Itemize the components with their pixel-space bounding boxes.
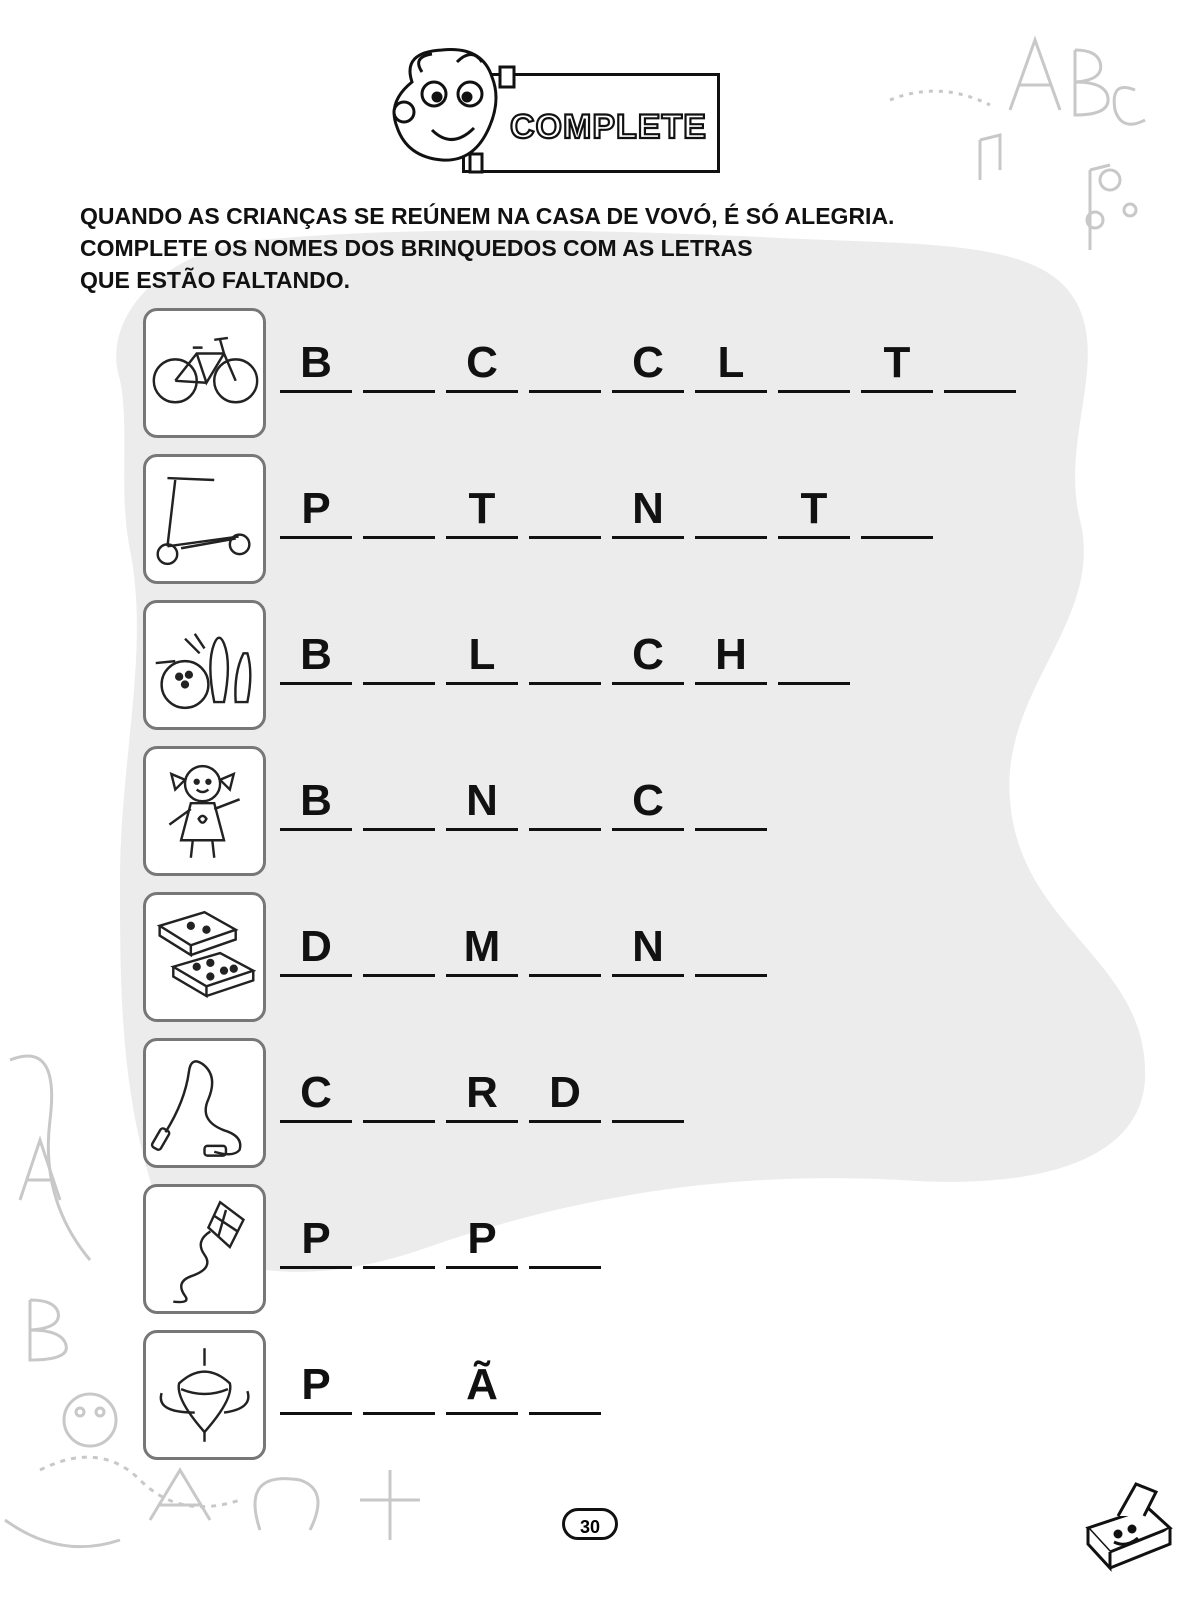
- letter-slot[interactable]: [363, 336, 435, 393]
- letter-slots: [280, 774, 778, 831]
- letter-slot[interactable]: C: [280, 1066, 352, 1123]
- letter-slots: [280, 1212, 612, 1269]
- letter-slot[interactable]: [778, 628, 850, 685]
- letter-slot[interactable]: C: [612, 336, 684, 393]
- instruction-line: COMPLETE OS NOMES DOS BRINQUEDOS COM AS LETRAS: [80, 235, 753, 261]
- letter-slot[interactable]: [529, 774, 601, 831]
- exercise-row: [143, 1330, 1103, 1462]
- letter-slot[interactable]: [363, 1358, 435, 1415]
- letter-slot[interactable]: [778, 336, 850, 393]
- letter-slots: [280, 336, 1027, 393]
- spinning-top-icon: [146, 1333, 263, 1457]
- letter-slot[interactable]: [529, 628, 601, 685]
- kite-icon: [146, 1187, 263, 1311]
- letter-slot[interactable]: D: [280, 920, 352, 977]
- exercise-row: [143, 1184, 1103, 1316]
- letter-slot[interactable]: [529, 920, 601, 977]
- letter-slot[interactable]: [944, 336, 1016, 393]
- letter-slots: [280, 1358, 612, 1415]
- mascot-icon: [382, 42, 522, 174]
- letter-slot[interactable]: L: [446, 628, 518, 685]
- letter-slot[interactable]: C: [446, 336, 518, 393]
- bowling-icon: [146, 603, 263, 727]
- letter-slot[interactable]: [363, 482, 435, 539]
- letter-slot[interactable]: M: [446, 920, 518, 977]
- letter-slot[interactable]: B: [280, 774, 352, 831]
- letter-slot[interactable]: [861, 482, 933, 539]
- picture-frame: [143, 746, 266, 876]
- letter-slot[interactable]: [529, 482, 601, 539]
- letter-slot[interactable]: [612, 1066, 684, 1123]
- domino-icon: [146, 895, 263, 1019]
- letter-slots: [280, 1066, 695, 1123]
- letter-slot[interactable]: H: [695, 628, 767, 685]
- exercise-row: [143, 308, 1103, 440]
- letter-slot[interactable]: P: [446, 1212, 518, 1269]
- exercise-row: [143, 1038, 1103, 1170]
- page-title: COMPLETE: [510, 108, 707, 146]
- bicycle-icon: [146, 311, 263, 435]
- letter-slot[interactable]: [529, 336, 601, 393]
- exercise-row: [143, 746, 1103, 878]
- letter-slot[interactable]: D: [529, 1066, 601, 1123]
- picture-frame: [143, 600, 266, 730]
- letter-slot[interactable]: [695, 920, 767, 977]
- letter-slot[interactable]: Ã: [446, 1358, 518, 1415]
- picture-frame: [143, 1184, 266, 1314]
- picture-frame: [143, 454, 266, 584]
- letter-slot[interactable]: [363, 1212, 435, 1269]
- exercise-row: [143, 600, 1103, 732]
- letter-slot[interactable]: T: [861, 336, 933, 393]
- instruction-line: QUE ESTÃO FALTANDO.: [80, 267, 351, 293]
- letter-slot[interactable]: [529, 1212, 601, 1269]
- letter-slots: [280, 482, 944, 539]
- letter-slot[interactable]: L: [695, 336, 767, 393]
- doll-icon: [146, 749, 263, 873]
- picture-frame: [143, 1038, 266, 1168]
- exercise-row: [143, 454, 1103, 586]
- instruction-line: QUANDO AS CRIANÇAS SE REÚNEM NA CASA DE VOVÓ, É SÓ ALEGRIA.: [80, 203, 895, 229]
- letter-slot[interactable]: C: [612, 628, 684, 685]
- picture-frame: [143, 308, 266, 438]
- printer-icon: [1078, 1478, 1178, 1574]
- letter-slot[interactable]: [695, 482, 767, 539]
- instructions: [80, 200, 1120, 296]
- exercise-row: [143, 892, 1103, 1024]
- letter-slot[interactable]: [363, 774, 435, 831]
- letter-slot[interactable]: [363, 920, 435, 977]
- letter-slot[interactable]: [529, 1358, 601, 1415]
- page-number: 30: [562, 1508, 618, 1540]
- jump-rope-icon: [146, 1041, 263, 1165]
- letter-slot[interactable]: N: [612, 920, 684, 977]
- picture-frame: [143, 892, 266, 1022]
- letter-slot[interactable]: N: [446, 774, 518, 831]
- letter-slot[interactable]: [695, 774, 767, 831]
- letter-slot[interactable]: T: [778, 482, 850, 539]
- letter-slot[interactable]: N: [612, 482, 684, 539]
- letter-slots: [280, 920, 778, 977]
- letter-slot[interactable]: P: [280, 482, 352, 539]
- letter-slot[interactable]: R: [446, 1066, 518, 1123]
- letter-slot[interactable]: P: [280, 1212, 352, 1269]
- letter-slots: [280, 628, 861, 685]
- letter-slot[interactable]: B: [280, 628, 352, 685]
- scooter-icon: [146, 457, 263, 581]
- letter-slot[interactable]: B: [280, 336, 352, 393]
- picture-frame: [143, 1330, 266, 1460]
- letter-slot[interactable]: T: [446, 482, 518, 539]
- letter-slot[interactable]: P: [280, 1358, 352, 1415]
- letter-slot[interactable]: C: [612, 774, 684, 831]
- letter-slot[interactable]: [363, 628, 435, 685]
- letter-slot[interactable]: [363, 1066, 435, 1123]
